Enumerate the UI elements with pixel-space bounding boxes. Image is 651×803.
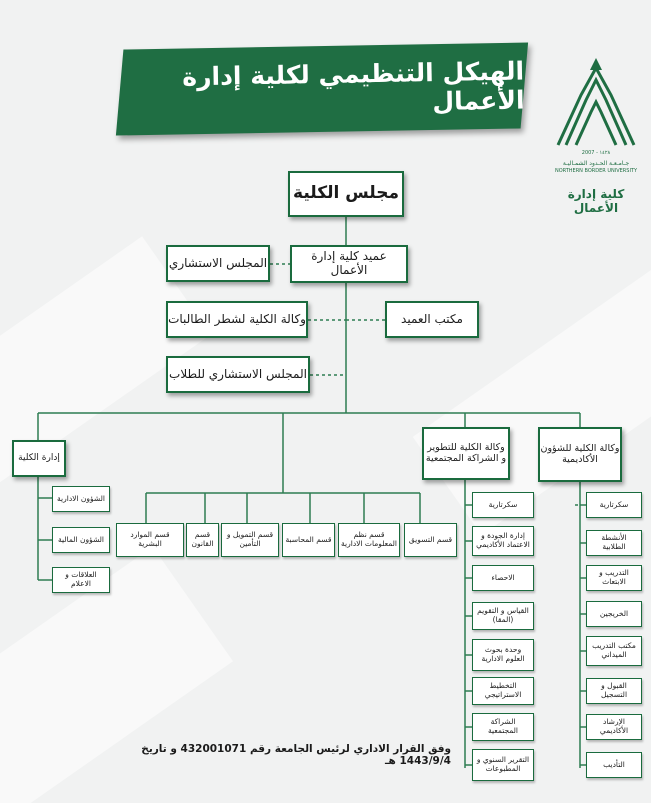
academic-unit-box: الإرشاد الأكاديمي bbox=[586, 714, 642, 740]
academic-unit-box: مكتب التدريب الميداني bbox=[586, 636, 642, 666]
department-box: قسم القانون bbox=[186, 523, 219, 557]
development-vice-deanship-box: وكالة الكلية للتطوير و الشراكة المجتمعية bbox=[422, 427, 510, 480]
development-unit-box: الشراكة المجتمعية bbox=[472, 713, 534, 741]
admin-unit-box: الشؤون الادارية bbox=[52, 486, 110, 512]
development-unit-box: سكرتارية bbox=[472, 492, 534, 518]
college-council-box: مجلس الكلية bbox=[288, 171, 404, 217]
academic-unit-box: سكرتارية bbox=[586, 492, 642, 518]
department-box: قسم المحاسبة bbox=[282, 523, 335, 557]
development-unit-box: وحدة بحوث العلوم الادارية bbox=[472, 639, 534, 671]
academic-unit-box: الأنشطة الطلابية bbox=[586, 530, 642, 556]
department-box: قسم نظم المعلومات الادارية bbox=[338, 523, 400, 557]
college-admin-box: إدارة الكلية bbox=[12, 440, 66, 477]
development-unit-box: إدارة الجودة و الاعتماد الأكاديمي bbox=[472, 526, 534, 556]
development-unit-box: الاحصاء bbox=[472, 565, 534, 591]
department-box: قسم التمويل و التأمين bbox=[221, 523, 279, 557]
development-unit-box: التخطيط الاستراتيجي bbox=[472, 677, 534, 705]
logo-university-en: NORTHERN BORDER UNIVERSITY bbox=[554, 168, 638, 174]
admin-unit-box: العلاقات و الاعلام bbox=[52, 567, 110, 593]
advisory-council-box: المجلس الاستشاري bbox=[166, 245, 270, 282]
page-title: الهيكل التنظيمي لكلية إدارة الأعمال bbox=[116, 42, 528, 135]
department-box: قسم التسويق bbox=[404, 523, 457, 557]
student-advisory-box: المجلس الاستشاري للطلاب bbox=[166, 356, 310, 393]
department-box: قسم الموارد البشرية bbox=[116, 523, 184, 557]
academic-unit-box: الخريجين bbox=[586, 601, 642, 627]
dean-box: عميد كلية إدارة الأعمال bbox=[290, 245, 408, 283]
footer-decree-text: وفق القرار الاداري لرئيس الجامعة رقم 432001071 و تاريخ 1443/9/4 هـ bbox=[141, 743, 451, 767]
academic-unit-box: التأديب bbox=[586, 752, 642, 778]
logo-college-name: كلية إدارة الأعمال bbox=[567, 187, 625, 215]
logo-year: 2007 - ١٤٢٨ bbox=[581, 150, 611, 156]
academic-unit-box: القبول و التسجيل bbox=[586, 678, 642, 704]
dean-office-box: مكتب العميد bbox=[385, 301, 479, 338]
female-vice-deanship-box: وكالة الكلية لشطر الطالبات bbox=[166, 301, 308, 338]
logo-university-ar: جـامـعـة الحـدود الشمـاليـة bbox=[562, 160, 630, 167]
development-unit-box: التقرير السنوي و المطبوعات bbox=[472, 749, 534, 781]
academic-vice-deanship-box: وكالة الكلية للشؤون الأكاديمية bbox=[538, 427, 622, 482]
admin-unit-box: الشؤون المالية bbox=[52, 527, 110, 553]
development-unit-box: القياس و التقويم (المقا) bbox=[472, 602, 534, 630]
academic-unit-box: التدريب و الابتعاث bbox=[586, 565, 642, 591]
